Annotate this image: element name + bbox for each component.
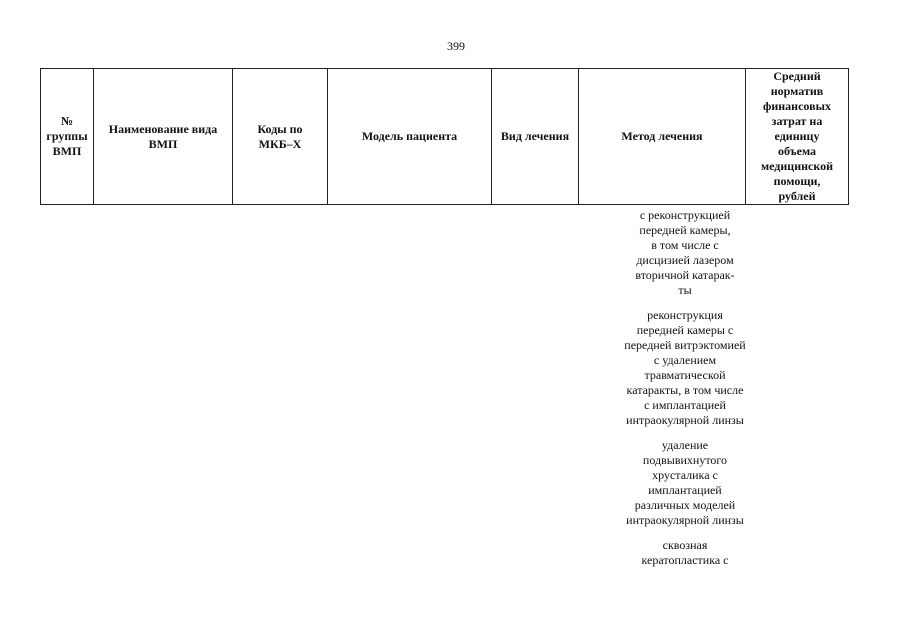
header-vmp-name: Наименование вида ВМП bbox=[94, 69, 233, 205]
header-patient-model: Модель пациента bbox=[328, 69, 492, 205]
header-treatment-type: Вид лечения bbox=[492, 69, 579, 205]
page-number: 399 bbox=[447, 39, 465, 53]
treatment-method-column bbox=[610, 208, 760, 578]
header-group-number: № группы ВМП bbox=[41, 69, 94, 205]
method-item: удаление подвывихнутого хрусталика с имплантацией различных моделей интраокулярной линзы bbox=[626, 438, 744, 527]
header-treatment-method: Метод лечения bbox=[579, 69, 746, 205]
method-item: с реконструкцией передней камеры, в том числе с дисцизией лазером вторичной катарак- ты bbox=[635, 208, 735, 297]
header-row bbox=[41, 69, 849, 205]
method-item: реконструкция передней камеры с передней витрэктомией с удалением травматической катаракты, в том числе с имплантацией интраокулярной линзы bbox=[624, 308, 746, 427]
method-item: сквозная кератопластика с bbox=[641, 538, 729, 567]
header-icd-codes: Коды по МКБ–X bbox=[233, 69, 328, 205]
header-cost-norm: Средний норматив финансовых затрат на единицу объема медицинской помощи, рублей bbox=[746, 69, 849, 205]
header-table bbox=[40, 68, 849, 205]
